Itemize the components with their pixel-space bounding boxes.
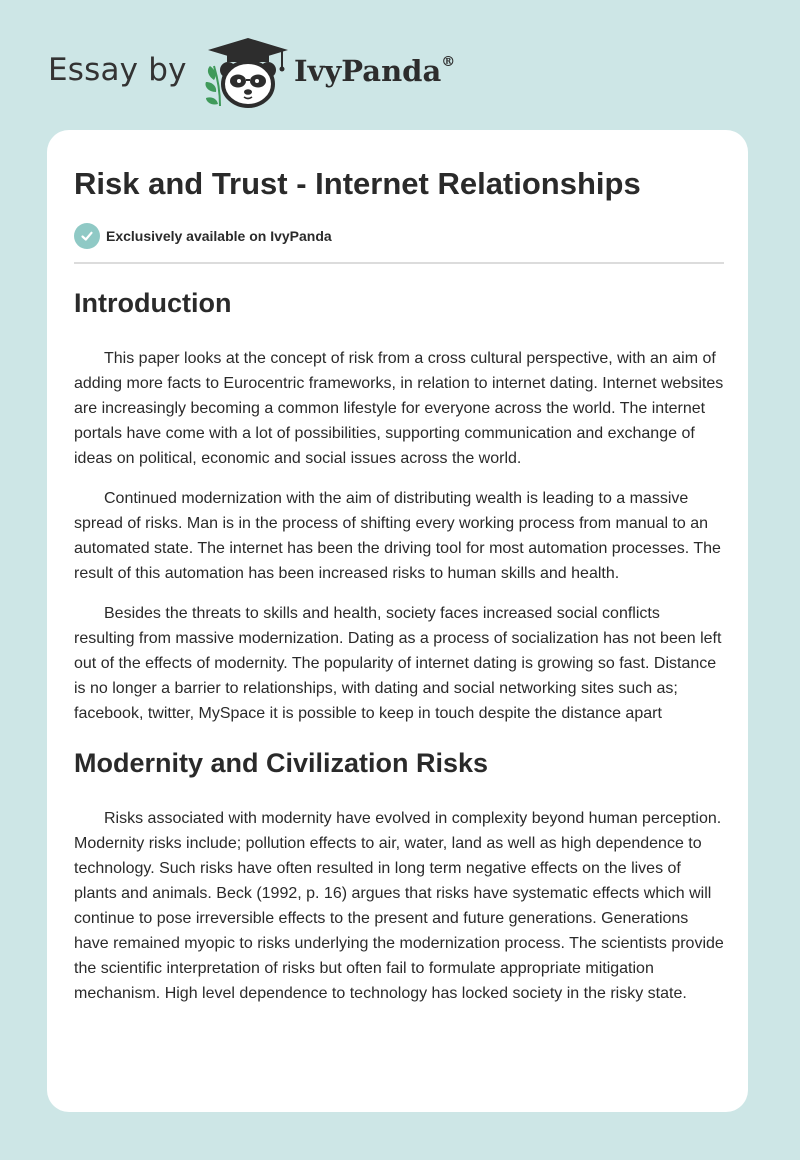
- ivypanda-logo[interactable]: [200, 36, 296, 110]
- article-content: [74, 164, 724, 1006]
- section-heading-modernity: Modernity and Civilization Risks: [74, 748, 489, 778]
- site-header: [0, 0, 800, 130]
- article-title: Risk and Trust - Internet Relationships: [74, 166, 641, 201]
- paragraph: Risks associated with modernity have evolved in complexity beyond human perception. Modernity risks include; pollution effects to air, water, land as well as high dependence to technology. Such risks have often resulted in long term negative effects on the lives of plants and animals. Beck (1992, p. 16) argues that risks have systematic effects which will continue to pose irreversible effects to the present and future generations. Generations have remained myopic to risks underlying the modernization process. The scientists provide the scientific interpretation of risks but often fail to formulate appropriate mitigation mechanism. High level dependence to technology has locked society in the risky state.: [74, 810, 724, 1002]
- brand-text: IvyPanda: [294, 54, 442, 88]
- check-icon: [74, 223, 100, 249]
- divider: [74, 262, 724, 264]
- essay-by-label: Essay by: [48, 52, 187, 88]
- exclusive-badge-text: Exclusively available on IvyPanda: [106, 228, 332, 244]
- paragraph: This paper looks at the concept of risk from a cross cultural perspective, with an aim of adding more facts to Eurocentric frameworks, in relation to internet dating. Internet websites are increasingly becoming a common lifestyle for everyone across the world. The internet portals have come with a lot of possibilities, supporting communication and exchange of ideas on political, economic and social issues across the world.: [74, 350, 724, 467]
- article-card: [47, 130, 748, 1112]
- paragraph: Continued modernization with the aim of distributing wealth is leading to a massive spread of risks. Man is in the process of shifting every working process from manual to an automated state. The internet has been the driving tool for most automation processes. The result of this automation has been increased risks to human skills and health.: [74, 490, 721, 582]
- section-heading-introduction: Introduction: [74, 288, 232, 318]
- exclusive-badge: [74, 222, 724, 250]
- panda-graduate-icon: [200, 36, 296, 110]
- registered-mark: ®: [441, 54, 456, 71]
- brand-name[interactable]: [294, 54, 455, 88]
- paragraph: Besides the threats to skills and health, society faces increased social conflicts resulting from massive modernization. Dating as a process of socialization has not been left out of the effects of modernity. The popularity of internet dating is growing so fast. Distance is no longer a barrier to relationships, with dating and social networking sites such as; facebook, twitter, MySpace it is possible to keep in touch despite the distance apart: [74, 605, 722, 722]
